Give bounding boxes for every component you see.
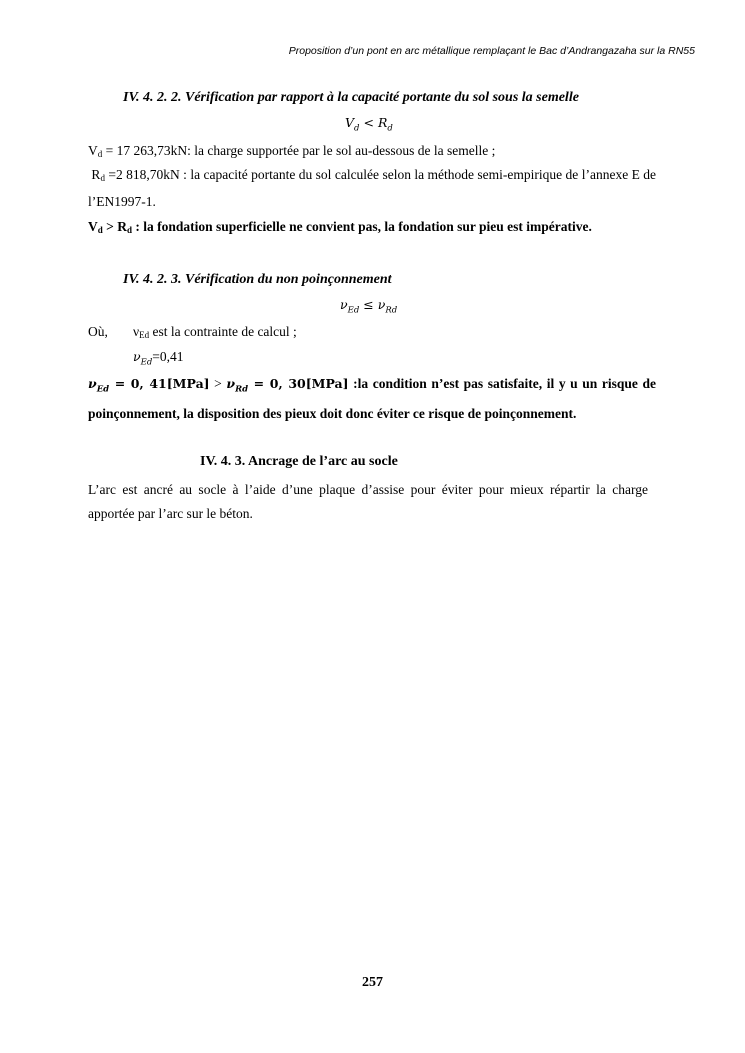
conc-text: :la condition n’est pas satisfaite, il y u un risque de poinçonnement, la disposition des pieux doit donc éviter ce risque de poinçonnement. <box>88 376 656 421</box>
formula-op: ≤ <box>363 297 374 312</box>
conc-gt: > R <box>102 219 127 234</box>
formula-lhs: ν <box>340 297 348 312</box>
foundation-conclusion <box>88 215 656 242</box>
vd-definition <box>88 139 656 166</box>
formula-lhs: V <box>345 115 355 130</box>
conc-v-sub: d <box>97 225 103 235</box>
ved-val-sub: Ed <box>140 357 153 368</box>
conc-gt: > <box>209 376 227 391</box>
formula-rhs: R <box>377 115 388 130</box>
ved-symbol: ν <box>133 324 140 339</box>
ved-val-text: =0,41 <box>152 349 184 364</box>
formula-rhs-sub: Rd <box>385 305 398 316</box>
conc-text: : la fondation superficielle ne convient pas, la fondation sur pieu est impérative. <box>131 219 592 234</box>
page-number: 257 <box>362 975 383 990</box>
rd-sub: d <box>100 173 105 183</box>
ou-label: Où, <box>88 324 108 339</box>
conc-vrd-val: = 0, 30[MPa] <box>248 376 349 391</box>
conc-ved-val: = 0, 41[MPa] <box>109 376 210 391</box>
formula-rhs-sub: d <box>387 123 393 134</box>
formula-op: < <box>363 115 374 130</box>
ved-value <box>133 349 184 368</box>
ved-text: est la contrainte de calcul ; <box>149 324 297 339</box>
formula-lhs-sub: Ed <box>347 305 360 316</box>
section-title-4-2-3: IV. 4. 2. 3. Vérification du non poinçonnement <box>123 272 392 287</box>
conc-ved: ν <box>88 376 97 391</box>
vd-sub: d <box>97 149 103 159</box>
rd-text: =2 818,70kN : la capacité portante du sol calculée selon la méthode semi-empirique de l’annexe E de l’EN1997-1. <box>88 167 657 209</box>
ved-val-symbol: ν <box>133 349 141 364</box>
conc-vrd-sub: Rd <box>235 384 249 395</box>
formula-ved-le-vrd <box>340 297 397 316</box>
conc-v: V <box>88 219 98 234</box>
formula-rhs: ν <box>377 297 386 312</box>
rd-definition <box>88 163 656 214</box>
ved-definition <box>133 324 297 340</box>
vd-text: = 17 263,73kN: la charge supportée par le sol au-dessous de la semelle ; <box>102 143 496 158</box>
conc-vrd: ν <box>226 376 236 391</box>
section-title-4-2-2: IV. 4. 2. 2. Vérification par rapport à la capacité portante du sol sous la semelle <box>123 90 579 105</box>
punching-conclusion <box>88 372 656 426</box>
formula-vd-lt-rd <box>345 115 393 134</box>
section-4-3-body: L’arc est ancré au socle à l’aide d’une plaque d’assise pour éviter pour mieux répartir la charge apportée par l’arc sur le béton. <box>88 482 648 521</box>
vd-symbol: V <box>88 143 98 158</box>
formula-lhs-sub: d <box>354 123 360 134</box>
conc-ved-sub: Ed <box>96 384 110 395</box>
section-title-4-3: IV. 4. 3. Ancrage de l’arc au socle <box>200 454 398 469</box>
page-header: Proposition d’un pont en arc métallique remplaçant le Bac d’Andrangazaha sur la RN55 <box>288 45 695 57</box>
ved-sub: Ed <box>139 330 150 340</box>
rd-symbol: R <box>91 167 101 182</box>
conc-r-sub: d <box>126 225 132 235</box>
